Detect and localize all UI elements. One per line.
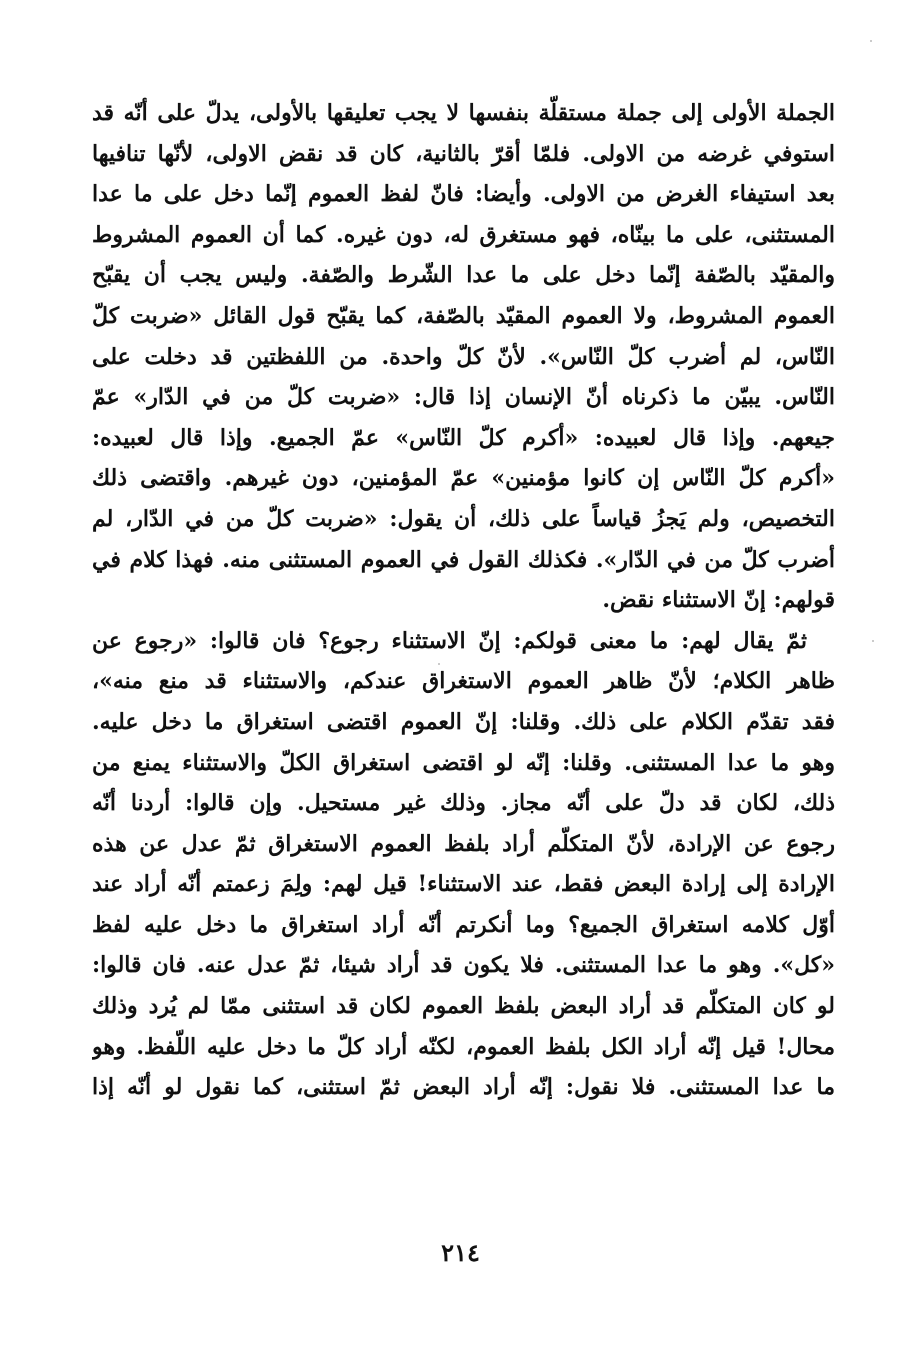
text-line: محال! قيل إنّه أراد الكل بلفظ العموم، لكنّه أراد كلّ ما دخل عليه اللّفظ. وهو [92, 1033, 835, 1060]
text-line: فقد تقدّم الكلام على ذلك. وقلنا: إنّ العموم اقتضى استغراق ما دخل عليه. [92, 708, 835, 735]
text-block [92, 93, 835, 1108]
text-line: قولهم: إنّ الاستثناء نقض. [602, 587, 835, 614]
paragraph [92, 93, 835, 621]
text-line: استوفي غرضه من الاولى. فلمّا أقرّ بالثانية، كان قد نقض الاولى، لأنّها تنافيها [92, 140, 835, 167]
text-line: العموم المشروط، ولا العموم المقيّد بالصّفة، كما يقبّح قول القائل «ضربت كلّ [92, 302, 835, 329]
text-line: والمقيّد بالصّفة إنّما دخل على ما عدا الشّرط والصّفة. وليس يجب أن يقبّح [92, 262, 835, 289]
text-line: الإرادة إلى إرادة البعض فقط، عند الاستثناء! قيل لهم: ولِمَ زعمتم أنّه أراد عند [92, 871, 835, 898]
text-line: «أكرم كلّ النّاس إن كانوا مؤمنين» عمّ المؤمنين، دون غيرهم. واقتضى ذلك [92, 465, 835, 492]
scan-speck [438, 663, 440, 665]
text-line: أضرب كلّ من في الدّار». فكذلك القول في العموم المستثنى منه. فهذا كلام في [92, 546, 835, 573]
text-line: لو كان المتكلّم قد أراد البعض بلفظ العموم لكان قد استثنى ممّا لم يُرد وذلك [92, 993, 835, 1020]
text-line: التخصيص، ولم يَجزُ قياساً على ذلك، أن يقول: «ضربت كلّ من في الدّار، لم [92, 505, 835, 532]
text-line: ذلك، لكان قد دلّ على أنّه مجاز. وذلك غير مستحيل. وإن قالوا: أردنا أنّه [92, 790, 835, 817]
text-line: المستثنى، على ما بينّاه، فهو مستغرق له، دون غيره. كما أن العموم المشروط [92, 221, 835, 248]
scan-speck [870, 40, 872, 42]
text-line: الجملة الأولى إلى جملة مستقلّة بنفسها لا يجب تعليقها بالأولى، يدلّ على أنّه قد [92, 100, 835, 126]
text-line: أوّل كلامه استغراق الجميع؟ وما أنكرتم أنّه أراد استغراق ما دخل عليه لفظ [92, 911, 835, 938]
text-line: «كل». وهو ما عدا المستثنى. فلا يكون قد أراد شيئا، ثمّ عدل عنه. فان قالوا: [92, 952, 835, 979]
text-line: النّاس، لم أضرب كلّ النّاس». لأنّ كلّ واحدة. من اللفظتين قد دخلت على [92, 343, 835, 370]
text-line: وهو ما عدا المستثنى. وقلنا: إنّه لو اقتضى استغراق الكلّ والاستثناء يمنع من [92, 749, 835, 776]
text-line: بعد استيفاء الغرض من الاولى. وأيضا: فانّ لفظ العموم إنّما دخل على ما عدا [92, 181, 835, 208]
text-line: ظاهر الكلام؛ لأنّ ظاهر العموم الاستغراق عندكم، والاستثناء قد منع منه»، [92, 668, 835, 695]
page-number: ٢١٤ [441, 1238, 480, 1267]
text-line: النّاس. يبيّن ما ذكرناه أنّ الإنسان إذا قال: «ضربت كلّ من في الدّار» عمّ [92, 384, 835, 411]
text-line: ثمّ يقال لهم: ما معنى قولكم: إنّ الاستثناء رجوع؟ فان قالوا: «رجوع عن [92, 627, 807, 654]
scan-speck [872, 640, 874, 642]
page-body [92, 93, 835, 1108]
text-line: رجوع عن الإرادة، لأنّ المتكلّم أراد بلفظ العموم الاستغراق ثمّ عدل عن هذه [92, 830, 835, 857]
paragraph [92, 621, 835, 1108]
text-line: جيعهم. وإذا قال لعبيده: «أكرم كلّ النّاس» عمّ الجميع. وإذا قال لعبيده: [92, 424, 835, 451]
text-line: ما عدا المستثنى. فلا نقول: إنّه أراد البعض ثمّ استثنى، كما نقول لو أنّه إذا [92, 1074, 835, 1101]
